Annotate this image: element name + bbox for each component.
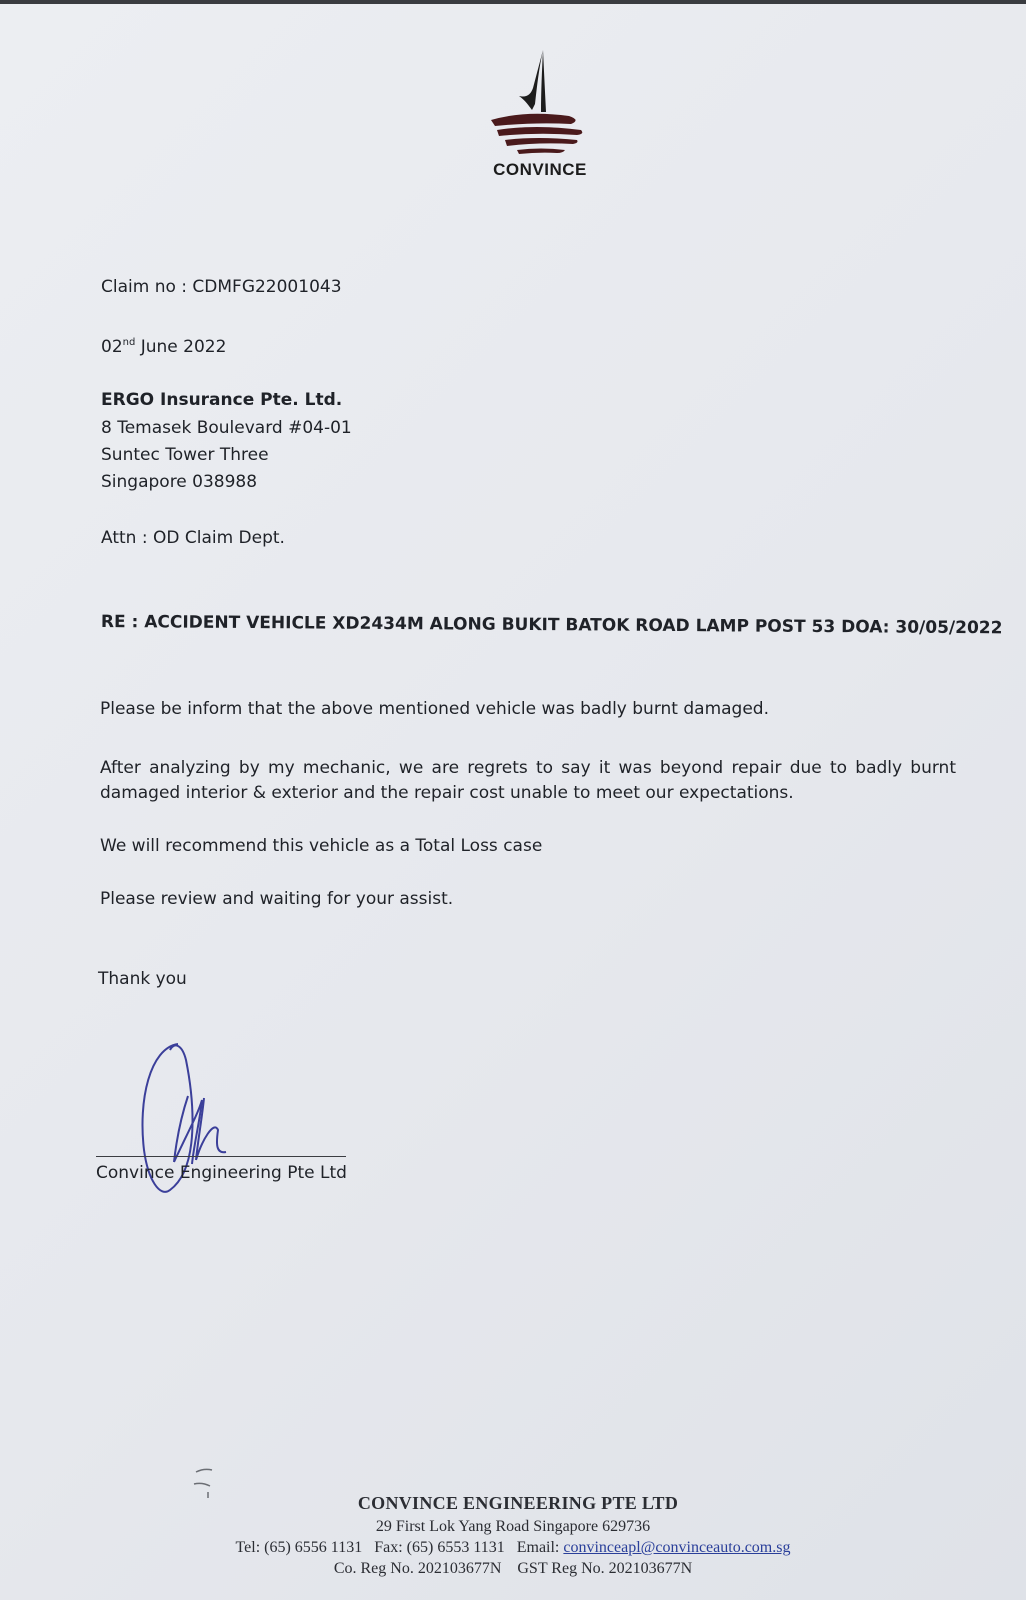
recipient-company: ERGO Insurance Pte. Ltd.	[101, 390, 343, 410]
signatory-name: Convince Engineering Pte Ltd	[96, 1163, 347, 1183]
date-month-year: June 2022	[135, 337, 227, 357]
closing-line: Thank you	[98, 969, 187, 989]
subject-line: RE : ACCIDENT VEHICLE XD2434M ALONG BUKIT BATOK ROAD LAMP POST 53 DOA: 30/05/2022	[100, 612, 1003, 639]
body-paragraph-4: Please review and waiting for your assist.	[100, 889, 454, 909]
date-day: 02	[101, 337, 123, 357]
body-paragraph-1: Please be inform that the above mentioned vehicle was badly burnt damaged.	[100, 699, 769, 719]
recipient-address-line1: 8 Temasek Boulevard #04-01	[101, 418, 352, 438]
sailboat-logo-icon	[485, 48, 595, 160]
recipient-address-line3: Singapore 038988	[101, 472, 258, 492]
footer-contact	[0, 1537, 1026, 1558]
letter-footer	[0, 1493, 1026, 1579]
page-top-edge	[0, 0, 1026, 4]
logo-wordmark: CONVINCE	[493, 160, 587, 179]
company-logo	[470, 48, 610, 188]
footer-registration: Co. Reg No. 202103677N GST Reg No. 202103677N	[333, 1560, 693, 1577]
signature-line	[96, 1156, 346, 1157]
footer-address: 29 First Lok Yang Road Singapore 629736	[375, 1518, 651, 1535]
date-suffix: nd	[122, 337, 136, 348]
letter-date	[101, 332, 226, 358]
footer-phone-fax: Tel: (65) 6556 1131 Fax: (65) 6553 1131 Email:	[235, 1539, 564, 1556]
body-paragraph-3: We will recommend this vehicle as a Total Loss case	[100, 836, 543, 856]
footer-company-name: CONVINCE ENGINEERING PTE LTD	[357, 1493, 679, 1513]
claim-number: Claim no : CDMFG22001043	[101, 277, 342, 297]
footer-email-link[interactable]: convinceapl@convinceauto.com.sg	[563, 1539, 791, 1556]
body-paragraph-2: After analyzing by my mechanic, we are regrets to say it was beyond repair due to badly burnt damaged interior & exterior and the repair cost unable to meet our expectations.	[100, 758, 956, 803]
attention-line: Attn : OD Claim Dept.	[101, 528, 285, 548]
recipient-address-line2: Suntec Tower Three	[101, 445, 269, 465]
